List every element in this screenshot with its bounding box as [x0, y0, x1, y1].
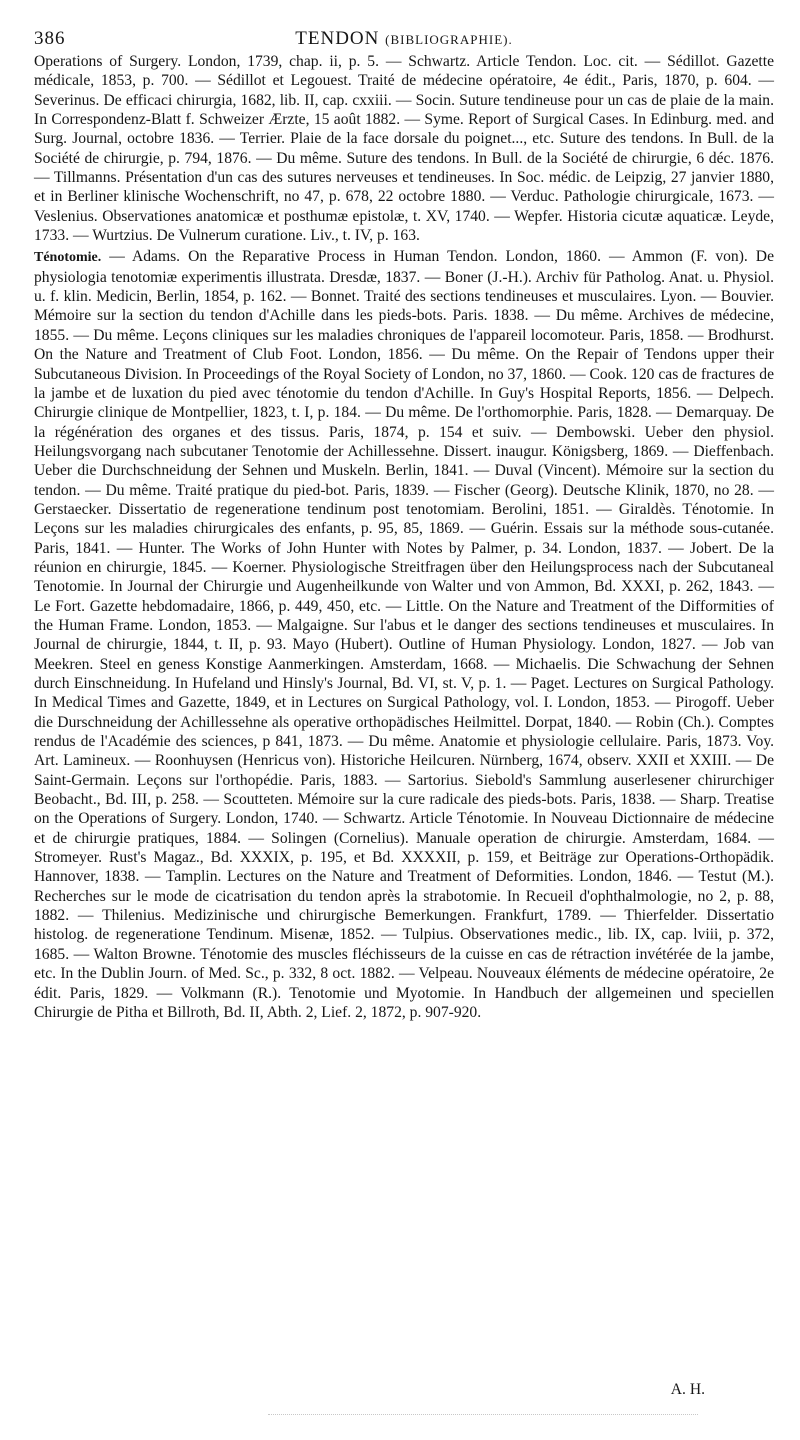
tendon-bibliography-paragraph: Operations of Surgery. London, 1739, chap. ii, p. 5. — Schwartz. Article Tendon. Loc. cit. — Sédillot. Gazette médicale, 1853, p. 700. — Sédillot et Legouest. Traité de médecine opératoire, 4e édit., Paris, 1870, p. 604. — Severinus. De efficaci chirurgia, 1682, lib. II, cap. cxxiii. — Socin. Suture tendineuse pour un cas de plaie de la main. In Correspondenz-Blatt f. Schweizer Ærzte, 15 août 1882. — Syme. Report of Surgical Cases. In Edinburg. med. and Surg. Journal, octobre 1836. — Terrier. Plaie de la face dorsale du poignet..., etc. Suture des tendons. In Bull. de la Société de chirurgie, p. 794, 1876. — Du même. Suture des tendons. In Bull. de la Société de chirurgie, 6 déc. 1876. — Tillmanns. Présentation d'un cas des sutures nerveuses et tendineuses. In Soc. médic. de Leipzig, 27 janvier 1880, et in Berliner klinische Wochenschrift, no 47, p. 678, 22 octobre 1880. — Verduc. Pathologie chirurgicale, 1673. — Veslenius. Observationes anatomicæ et posthumæ epistolæ, t. XV, 1740. — Wepfer. Historia cicutæ aquaticæ. Leyde, 1733. — Wurtzius. De Vulnerum curatione. Liv., t. IV, p. 163.	[34, 53, 774, 245]
faint-footer-line	[268, 1414, 698, 1416]
author-signature: A. H.	[670, 1381, 705, 1398]
running-header	[34, 18, 774, 52]
document-page	[34, 18, 774, 1022]
bibliography-entries	[34, 52, 774, 1022]
header-subtitle: (BIBLIOGRAPHIE).	[385, 32, 513, 47]
page-title	[34, 28, 774, 50]
tenotomie-bibliography-paragraph	[34, 247, 774, 1022]
tenotomie-heading: Ténotomie.	[34, 250, 102, 266]
header-title: TENDON	[295, 28, 380, 49]
tenotomie-bibliography-text: — Adams. On the Reparative Process in Human Tendon. London, 1860. — Ammon (F. von). De physiologia tenotomiæ experimentis illustrata. Dresdæ, 1837. — Boner (J.-H.). Archiv für Patholog. Anat. u. Physiol. u. f. klin. Medicin, Berlin, 1854, p. 162. — Bonnet. Traité des sections tendineuses et musculaires. Lyon. — Bouvier. Mémoire sur la section du tendon d'Achille dans les pieds-bots. Paris. 1838. — Du même. Archives de médecine, 1855. — Du même. Leçons cliniques sur les maladies chroniques de l'appareil locomoteur. Paris, 1858. — Brodhurst. On the Nature and Treatment of Club Foot. London, 1856. — Du même. On the Repair of Tendons upper their Subcutaneous Division. In Proceedings of the Royal Society of London, no 37, 1860. — Cook. 120 cas de fractures de la jambe et de luxation du pied avec ténotomie du tendon d'Achille. In Guy's Hospital Reports, 1856. — Delpech. Chirurgie clinique de Montpellier, 1823, t. I, p. 184. — Du même. De l'orthomorphie. Paris, 1828. — Demarquay. De la régénération des organes et des tissus. Paris, 1874, p. 154 et suiv. — Dembowski. Ueber den physiol. Heilungsvorgang nach subcutaner Tenotomie der Achillessehne. Dissert. inaugur. Königsberg, 1869. — Dieffenbach. Ueber die Durchschneidung der Sehnen und Muskeln. Berlin, 1841. — Duval (Vincent). Mémoire sur la section du tendon. — Du même. Traité pratique du pied-bot. Paris, 1839. — Fischer (Georg). Deutsche Klinik, 1870, no 28. — Gerstaecker. Dissertatio de regeneratione tendinum post tenotomiam. Berolini, 1851. — Giraldès. Ténotomie. In Leçons sur les maladies chirurgicales des enfants, p. 95, 85, 1869. — Guérin. Essais sur la méthode sous-cutanée. Paris, 1841. — Hunter. The Works of John Hunter with Notes by Palmer, p. 34. London, 1837. — Jobert. De la réunion en chirurgie, 1845. — Koerner. Physiologische Streitfragen über den Heilungsprocess nach der Subcutaneal Tenotomie. In Journal der Chirurgie und Augenheilkunde von Walter und von Ammon, Bd. XXXI, p. 262, 1843. — Le Fort. Gazette hebdomadaire, 1866, p. 449, 450, etc. — Little. On the Nature and Treatment of the Difformities of the Human Frame. London, 1853. — Malgaigne. Sur l'abus et le danger des sections tendineuses et musculaires. In Journal de chirurgie, 1844, t. II, p. 93. Mayo (Hubert). Outline of Human Physiology. London, 1827. — Job van Meekren. Steel en geness Konstige Aanmerkingen. Amsterdam, 1668. — Michaelis. Die Schwachung der Sehnen durch Einschneidung. In Hufeland und Hinsly's Journal, Bd. VI, st. V, p. 1. — Paget. Lectures on Surgical Pathology. In Medical Times and Gazette, 1849, et in Lectures on Surgical Pathology, vol. I. London, 1853. — Pirogoff. Ueber die Durschneidung der Achillessehne als operative orthopädisches Heilmittel. Dorpat, 1840. — Robin (Ch.). Comptes rendus de l'Académie des sciences, p 841, 1873. — Du même. Anatomie et physiologie cellulaire. Paris, 1873. Voy. Art. Lamineux. — Roonhuysen (Henricus von). Historiche Heilcuren. Nürnberg, 1674, observ. XXII et XXIII. — De Saint-Germain. Leçons sur l'orthopédie. Paris, 1883. — Sartorius. Siebold's Sammlung auserlesener chirurchiger Beobacht., Bd. III, p. 258. — Scoutteten. Mémoire sur la cure radicale des pieds-bots. Paris, 1838. — Sharp. Treatise on the Operations of Surgery. London, 1740. — Schwartz. Article Ténotomie. In Nouveau Dictionnaire de médecine et de chirurgie pratiques, 1884. — Solingen (Cornelius). Manuale operation de chirurgie. Amsterdam, 1684. — Stromeyer. Rust's Magaz., Bd. XXXIX, p. 195, et Bd. XXXXII, p. 159, et Beiträge zur Operations-Orthopädik. Hannover, 1838. — Tamplin. Lectures on the Nature and Treatment of Deformities. London, 1846. — Testut (M.). Recherches sur le mode de cicatrisation du tendon après la strabotomie. In Recueil d'ophthalmologie, no 2, p. 88, 1882. — Thilenius. Medizinische und chirurgische Bemerkungen. Frankfurt, 1789. — Thierfelder. Dissertatio histolog. de regeneratione Tendinum. Misenæ, 1852. — Tulpius. Observationes medic., lib. IX, cap. lviii, p. 372, 1685. — Walton Browne. Ténotomie des muscles fléchisseurs de la cuisse en cas de rétraction invétérée de la jambe, etc. In the Dublin Journ. of Med. Sc., p. 332, 8 oct. 1882. — Velpeau. Nouveaux éléments de médecine opératoire, 2e édit. Paris, 1829. — Volkmann (R.). Tenotomie und Myotomie. In Handbuch der allgemeinen und speciellen Chirurgie de Pitha et Billroth, Bd. II, Abth. 2, Lief. 2, 1872, p. 907-920.	[34, 248, 774, 1021]
page-number: 386	[34, 28, 66, 49]
